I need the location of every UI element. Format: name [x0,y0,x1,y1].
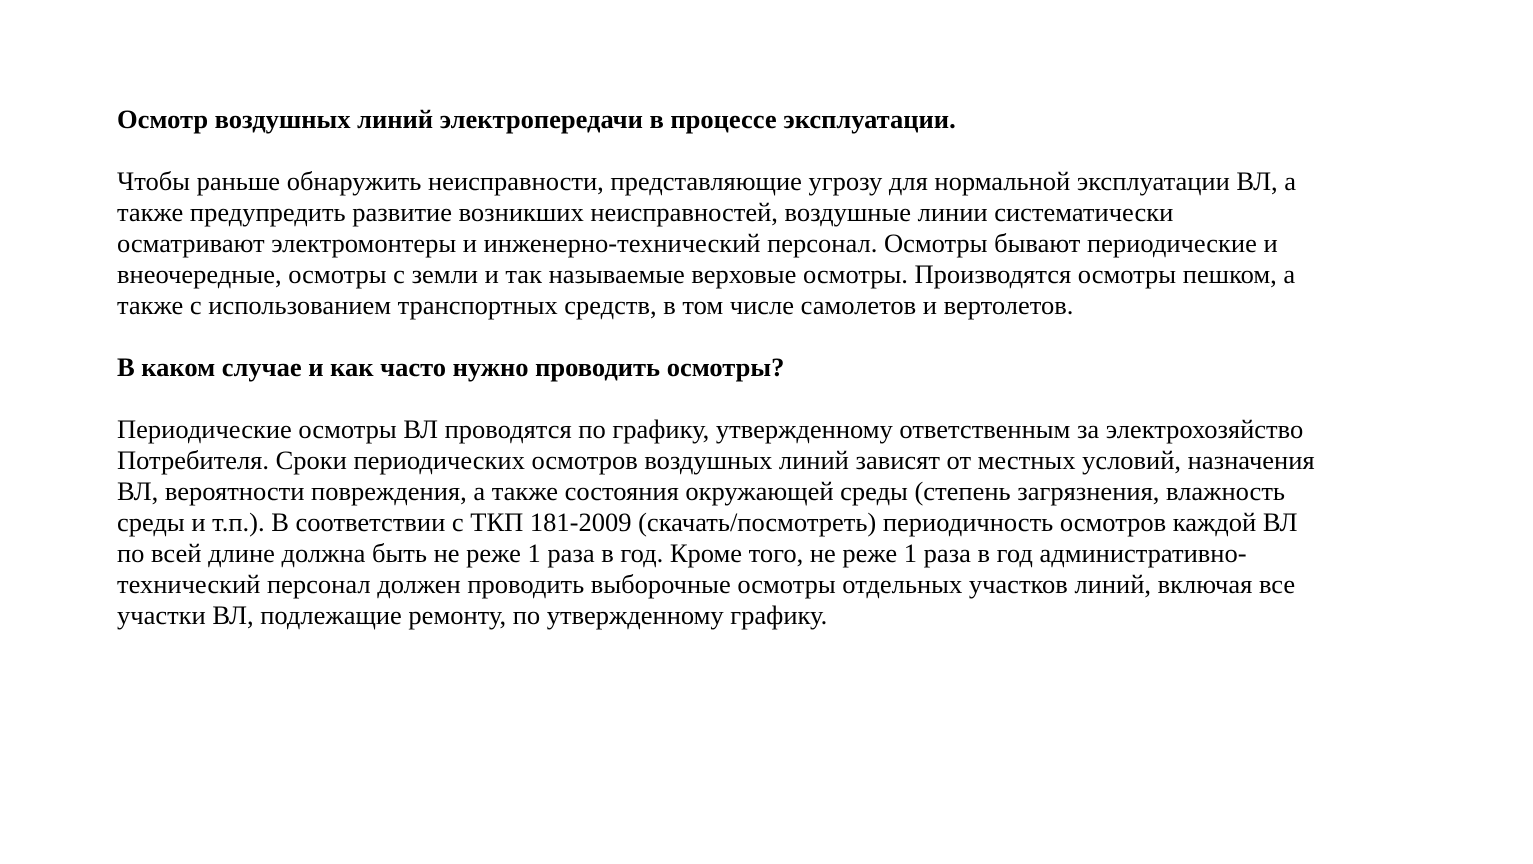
text-line: участки ВЛ, подлежащие ремонту, по утвержденному графику. [117,600,828,630]
text-line: также с использованием транспортных средств, в том числе самолетов и вертолетов. [117,290,1074,320]
spacer [117,383,1447,414]
text-line: среды и т.п.). В соответствии с ТКП 181-2009 (скачать/посмотреть) периодичность осмотров каждой ВЛ [117,507,1298,537]
text-line: внеочередные, осмотры с земли и так называемые верховые осмотры. Производятся осмотры пешком, а [117,259,1296,289]
text-line: Периодические осмотры ВЛ проводятся по графику, утвержденному ответственным за электрохозяйство [117,414,1304,444]
spacer [117,321,1447,352]
paragraph-inspection-intro [117,166,1447,321]
text-line: Чтобы раньше обнаружить неисправности, представляющие угрозу для нормальной эксплуатации ВЛ, а [117,166,1297,196]
spacer [117,135,1447,166]
text-line: по всей длине должна быть не реже 1 раза в год. Кроме того, не реже 1 раза в год административно- [117,538,1247,568]
text-line: ВЛ, вероятности повреждения, а также состояния окружающей среды (степень загрязнения, влажность [117,476,1285,506]
document-content [117,104,1447,631]
text-line: Потребителя. Сроки периодических осмотров воздушных линий зависят от местных условий, назначения [117,445,1315,475]
paragraph-periodic-inspections [117,414,1447,631]
section-heading-frequency: В каком случае и как часто нужно проводить осмотры? [117,352,785,382]
text-line: также предупредить развитие возникших неисправностей, воздушные линии систематически [117,197,1174,227]
text-line: технический персонал должен проводить выборочные осмотры отдельных участков линий, включая все [117,569,1296,599]
text-line: осматривают электромонтеры и инженерно-технический персонал. Осмотры бывают периодические и [117,228,1278,258]
section-heading-inspection: Осмотр воздушных линий электропередачи в процессе эксплуатации. [117,104,956,134]
